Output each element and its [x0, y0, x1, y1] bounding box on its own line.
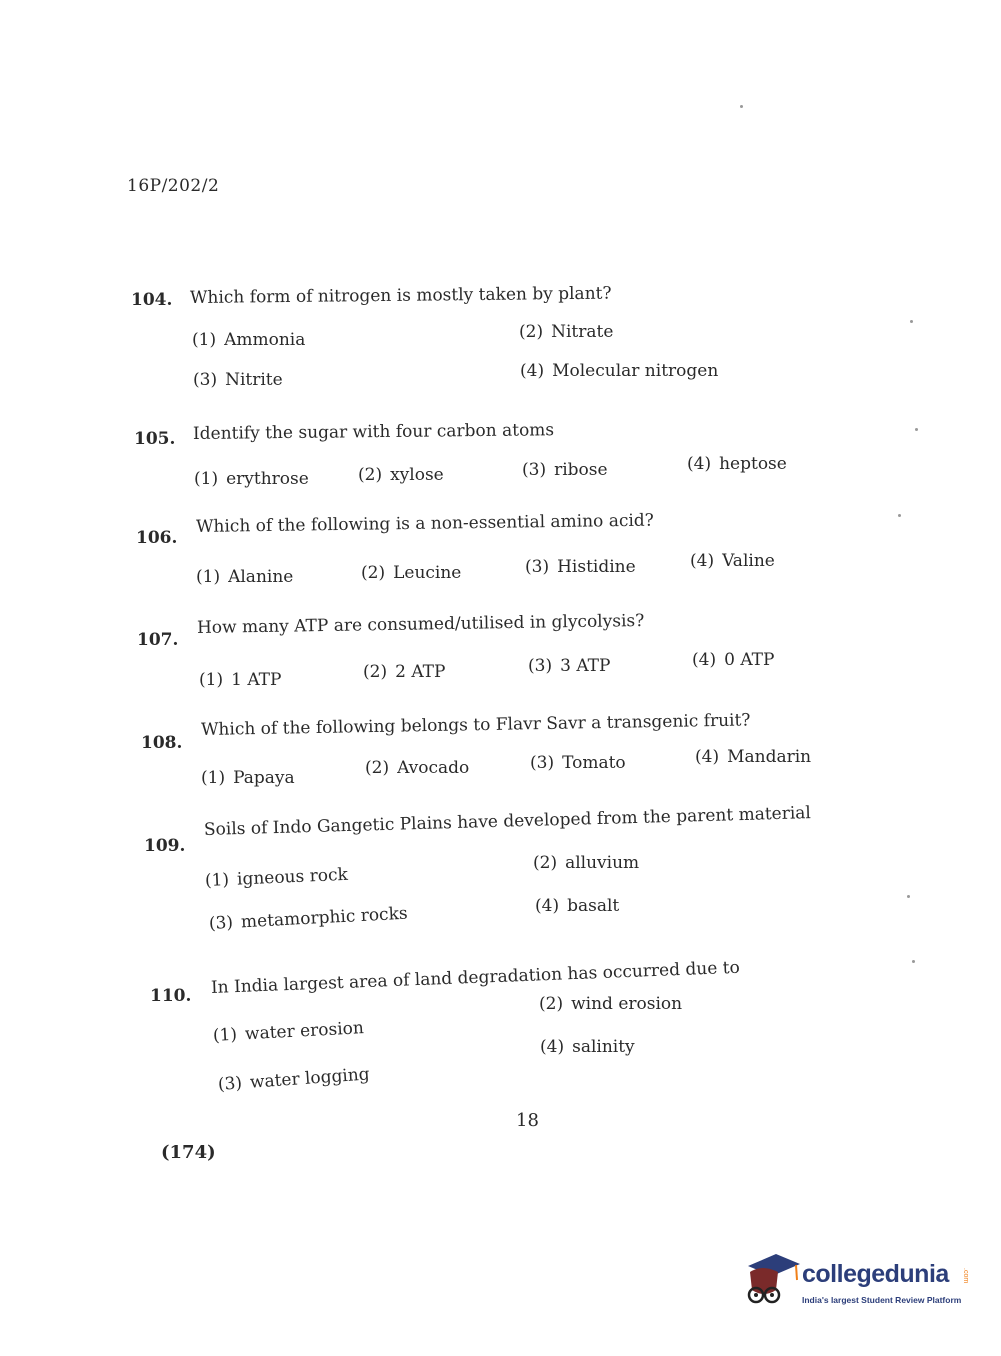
- scan-speck: [910, 320, 913, 323]
- option-3: (3) ribose: [522, 460, 608, 480]
- option-4: (4) Molecular nitrogen: [520, 361, 719, 381]
- scan-speck: [907, 895, 910, 898]
- option-4: (4) salinity: [540, 1037, 635, 1057]
- scan-speck: [740, 105, 743, 108]
- option-2: (2) 2 ATP: [363, 662, 446, 682]
- option-1: (1) igneous rock: [204, 864, 349, 891]
- option-2: (2) xylose: [358, 465, 444, 485]
- question-number: 109.: [144, 836, 186, 856]
- question-text: Soils of Indo Gangetic Plains have developed from the parent material: [203, 803, 812, 840]
- option-4: (4) Mandarin: [695, 747, 812, 767]
- question-text: How many ATP are consumed/utilised in glycolysis?: [196, 610, 645, 638]
- option-1: (1) Ammonia: [192, 330, 306, 350]
- option-1: (1) Papaya: [201, 768, 295, 788]
- option-3: (3) metamorphic rocks: [208, 903, 409, 934]
- paper-code: 16P/202/2: [127, 176, 220, 196]
- option-3: (3) Histidine: [525, 557, 636, 577]
- option-4: (4) Valine: [690, 551, 775, 571]
- question-number: 107.: [137, 630, 179, 650]
- question-number: 104.: [131, 290, 173, 310]
- question-number: 106.: [136, 528, 178, 548]
- question-number: 108.: [141, 733, 183, 753]
- question-text: Which of the following belongs to Flavr Savr a transgenic fruit?: [200, 710, 751, 740]
- option-2: (2) Avocado: [365, 758, 470, 778]
- option-2: (2) Nitrate: [519, 322, 614, 342]
- brand-tagline: India's largest Student Review Platform: [802, 1295, 962, 1305]
- brand-name: collegedunia: [802, 1260, 949, 1288]
- option-4: (4) 0 ATP: [692, 650, 775, 670]
- option-1: (1) erythrose: [194, 469, 309, 489]
- question-text: Identify the sugar with four carbon atoms: [192, 420, 555, 444]
- option-2: (2) alluvium: [533, 853, 640, 873]
- question-text: Which form of nitrogen is mostly taken by plant?: [189, 283, 612, 308]
- question-number: 110.: [150, 986, 192, 1006]
- brand-dotcom: .com: [962, 1268, 969, 1284]
- page-number: 18: [516, 1110, 539, 1131]
- student-mascot-icon: [742, 1250, 800, 1310]
- option-2: (2) Leucine: [361, 563, 462, 583]
- option-4: (4) heptose: [687, 454, 787, 474]
- option-2: (2) wind erosion: [539, 994, 683, 1014]
- scan-speck: [898, 514, 901, 517]
- option-4: (4) basalt: [535, 896, 620, 916]
- scan-speck: [912, 960, 915, 963]
- option-1: (1) 1 ATP: [199, 670, 282, 690]
- option-1: (1) water erosion: [212, 1018, 365, 1046]
- option-3: (3) Tomato: [530, 753, 626, 773]
- option-1: (1) Alanine: [196, 567, 294, 587]
- question-number: 105.: [134, 429, 176, 449]
- option-3: (3) 3 ATP: [528, 656, 611, 676]
- option-3: (3) Nitrite: [193, 370, 283, 390]
- collegedunia-logo: [742, 1250, 972, 1314]
- question-text: Which of the following is a non-essential amino acid?: [195, 510, 654, 537]
- scan-speck: [915, 428, 918, 431]
- paper-footer-code: (174): [161, 1142, 216, 1163]
- question-text: In India largest area of land degradation has occurred due to: [210, 957, 741, 998]
- option-3: (3) water logging: [217, 1064, 371, 1095]
